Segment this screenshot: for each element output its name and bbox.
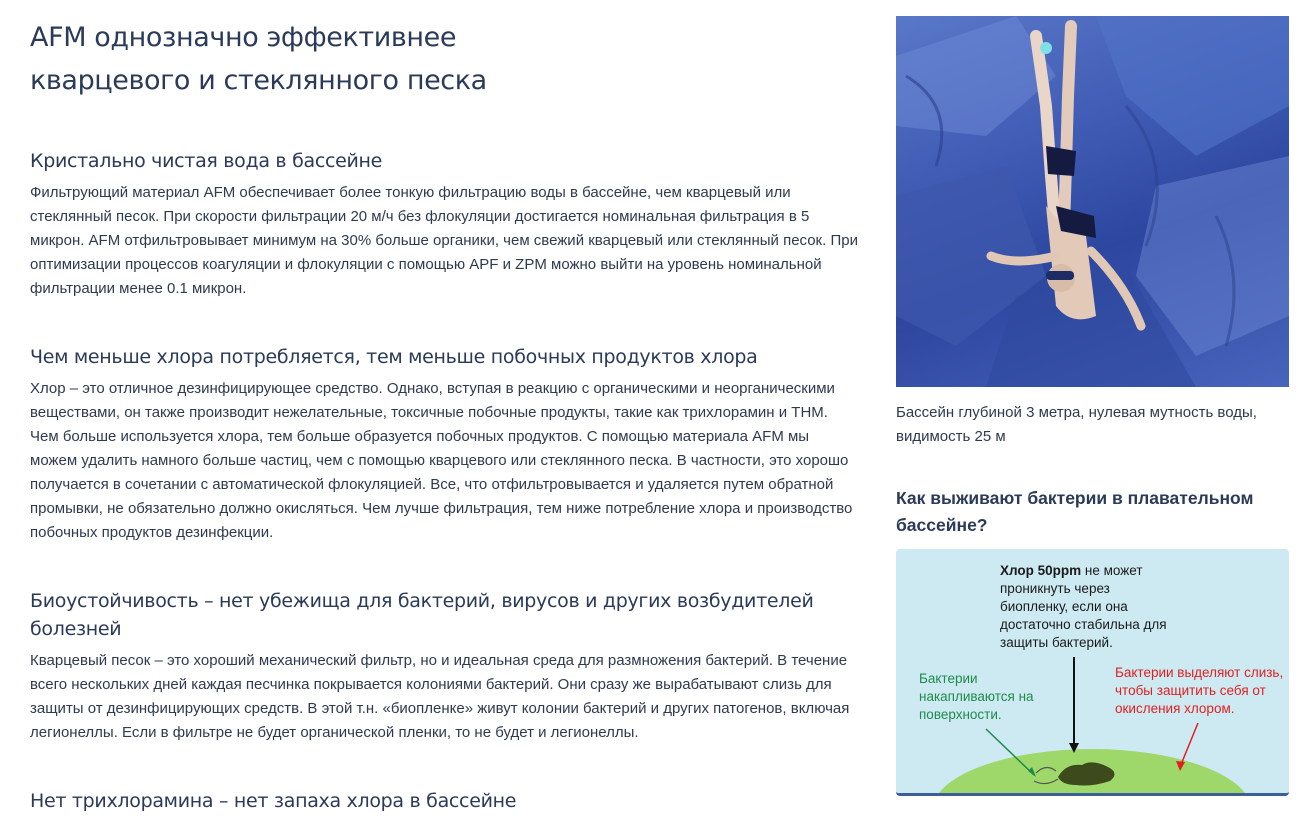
section-less-chlorine [30, 343, 860, 545]
section-text: Хлор – это отличное дезинфицирующее средство. Однако, вступая в реакцию с органическими и неорганическими веществами, он также производит нежелательные, токсичные побочные продукты, такие как трихлорамин и ТНМ. Чем больше используется хлора, тем больше образуется побочных продуктов. С помощью материала AFM мы можем удалить намного больше частиц, чем с помощью кварцевого или стеклянного песка. В частности, это хорошо получается в сочетании с автоматической флокуляцией. Все, что отфильтровывается и удаляется путем обратной промывки, не обязательно должно окисляться. Чем лучше фильтрация, тем ниже потребление хлора и производство побочных продуктов дезинфекции. [30, 380, 853, 541]
page-title: AFM однозначно эффективнее кварцевого и стеклянного песка [30, 22, 487, 96]
section-heading: Чем меньше хлора потребляется, тем меньше побочных продуктов хлора [30, 346, 758, 368]
bacteria-heading: Как выживают бактерии в плавательном бассейне? [896, 488, 1254, 535]
section-no-trichloramine [30, 787, 860, 815]
section-heading: Кристально чистая вода в бассейне [30, 150, 383, 172]
section-bioresistance [30, 587, 860, 745]
photo-caption: Бассейн глубиной 3 метра, нулевая мутность воды, видимость 25 м [896, 404, 1257, 445]
chlorine-label: Хлор 50ppm [1000, 563, 1082, 578]
section-heading: Биоустойчивость – нет убежища для бактерий, вирусов и других возбудителей болезней [30, 590, 814, 640]
diver-illustration [896, 16, 1289, 387]
chlorine-note-text: не может проникнуть через биопленку, если она достаточно стабильна для защиты бактерий. [1000, 563, 1167, 650]
section-crystal-water [30, 147, 860, 301]
sidebar [896, 16, 1289, 796]
biofilm-diagram [896, 549, 1289, 796]
section-text: Фильтрующий материал AFM обеспечивает более тонкую фильтрацию воды в бассейне, чем кварцевый или стеклянный песок. При скорости фильтрации 20 м/ч без флокуляции достигается номинальная фильтрация в 5 микрон. AFM отфильтровывает минимум на 30% больше органики, чем свежий кварцевый или стеклянный песок. При оптимизации процессов коагуляции и флокуляции с помощью APF и ZPM можно выйти на уровень номинальной фильтрации менее 0.1 микрон. [30, 184, 858, 297]
bacteria-accumulate-note: Бактерии накапливаются на поверхности. [919, 671, 1034, 722]
section-heading: Нет трихлорамина – нет запаха хлора в бассейне [30, 790, 517, 812]
article-column [30, 16, 860, 821]
bacteria-slime-note: Бактерии выделяют слизь, чтобы защитить себя от окисления хлором. [1115, 665, 1284, 716]
diagram-graphics [896, 549, 1289, 793]
section-text: Кварцевый песок – это хороший механический фильтр, но и идеальная среда для размножения бактерий. В течение всего нескольких дней каждая песчинка покрывается колониями бактерий. Они сразу же вырабатывают слизь для защиты от дезинфицирующих средств. В этой т.н. «биопленке» живут колонии бактерий и других патогенов, включая легионеллы. Если в фильтре не будет органической пленки, то не будет и легионеллы. [30, 652, 850, 741]
red-arrow [1180, 723, 1198, 767]
diver-pool-photo [896, 16, 1289, 387]
